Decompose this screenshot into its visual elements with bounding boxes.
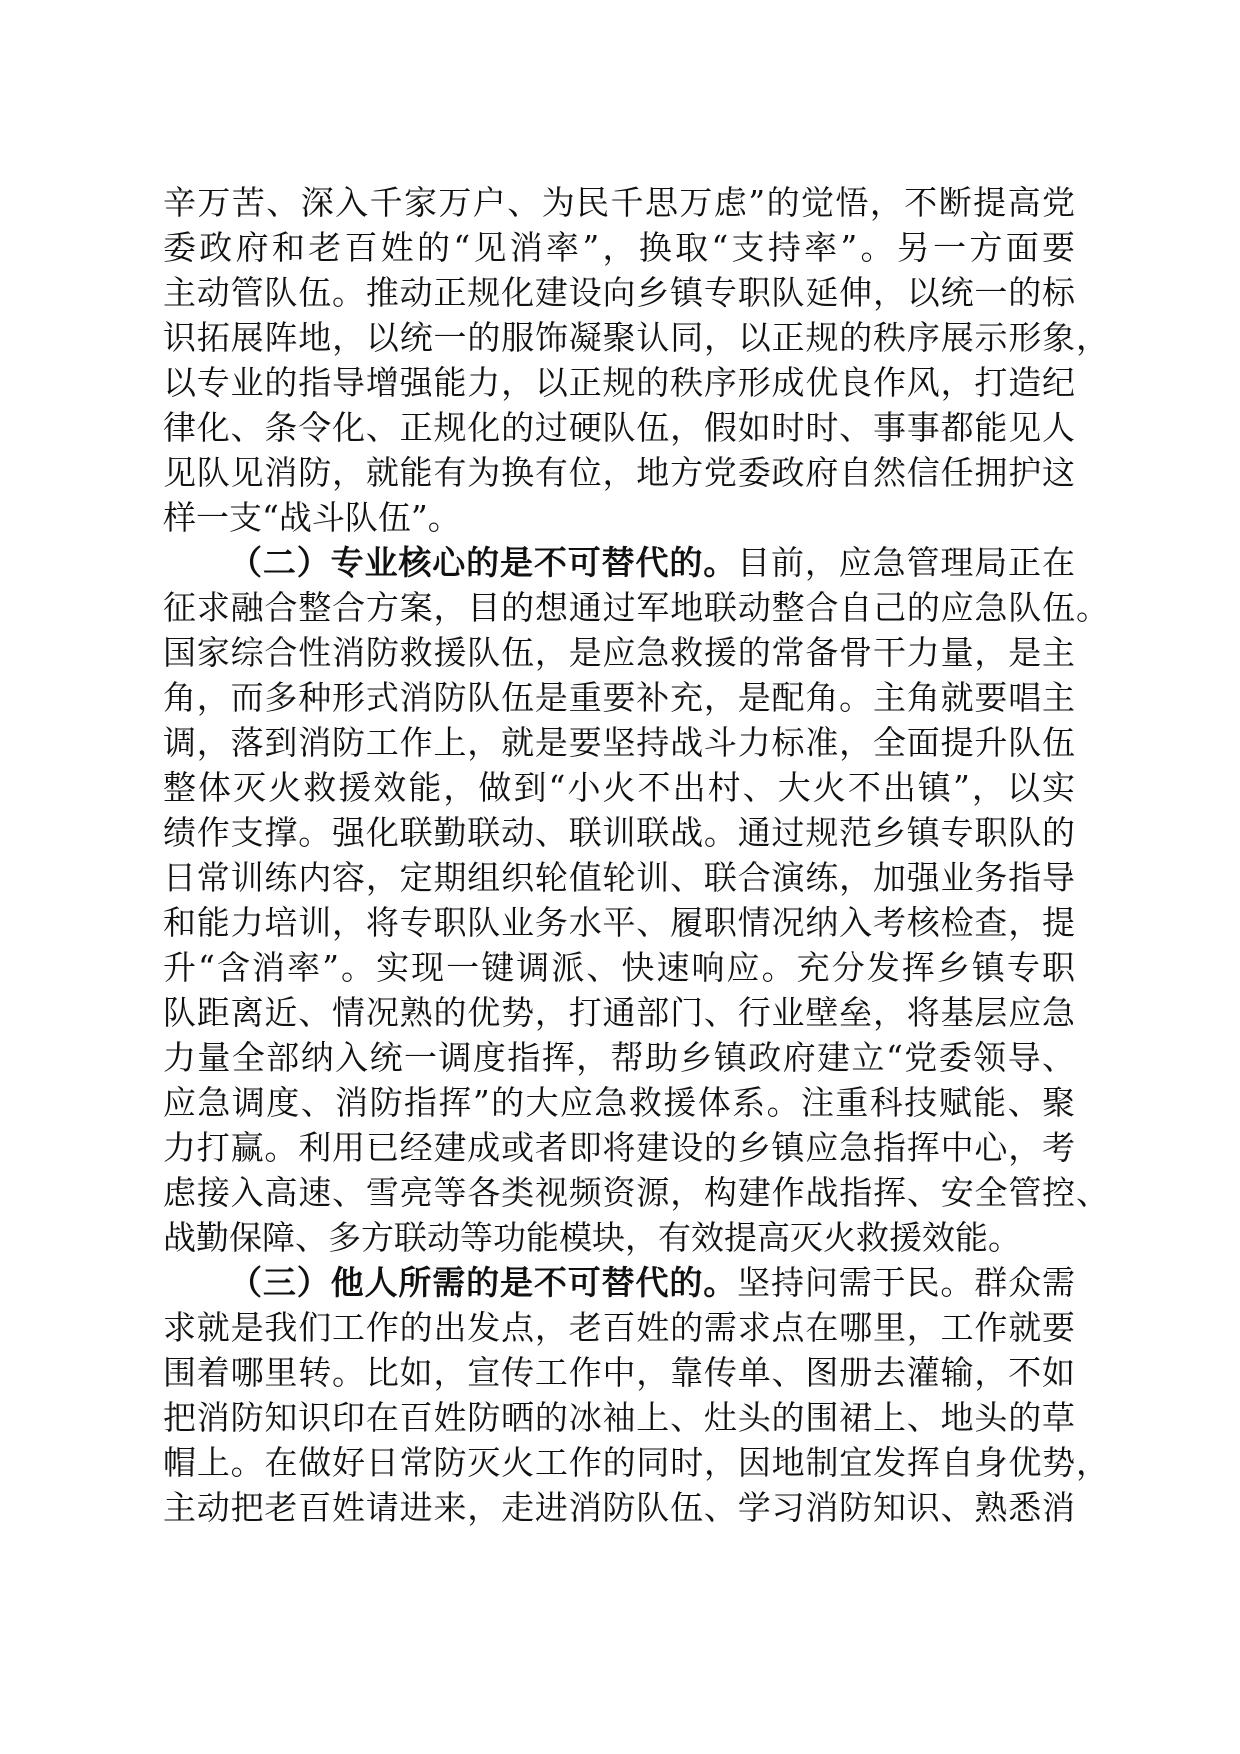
text-line: 国家综合性消防救援队伍，是应急救援的常备骨干力量，是主 <box>163 633 1075 672</box>
text-line: 力量全部纳入统一调度指挥，帮助乡镇政府建立“党委领导、 <box>163 1038 1075 1077</box>
text-line: 和能力培训，将专职队业务水平、履职情况纳入考核检查，提 <box>163 903 1075 942</box>
line-text: 坚持问需于民。群众需 <box>737 1263 1075 1302</box>
text-line: 日常训练内容，定期组织轮值轮训、联合演练，加强业务指导 <box>163 858 1075 897</box>
text-line: 辛万苦、深入千家万户、为民千思万虑”的觉悟，不断提高党 <box>163 183 1075 222</box>
text-line: 应急调度、消防指挥”的大应急救援体系。注重科技赋能、聚 <box>163 1083 1075 1122</box>
text-line: 绩作支撑。强化联勤联动、联训联战。通过规范乡镇专职队的 <box>163 813 1075 852</box>
text-line: 帽上。在做好日常防灭火工作的同时，因地制宜发挥自身优势， <box>163 1443 1109 1482</box>
text-line: 律化、条令化、正规化的过硬队伍，假如时时、事事都能见人 <box>163 408 1075 447</box>
paragraph <box>163 180 1109 540</box>
text-line: 把消防知识印在百姓防晒的冰袖上、灶头的围裙上、地头的草 <box>163 1398 1075 1437</box>
text-line: 战勤保障、多方联动等功能模块，有效提高灭火救援效能。 <box>163 1218 1021 1257</box>
text-line: 力打赢。利用已经建成或者即将建设的乡镇应急指挥中心，考 <box>163 1128 1075 1167</box>
text-line: 委政府和老百姓的“见消率”，换取“支持率”。另一方面要 <box>163 228 1075 267</box>
text-line: 样一支“战斗队伍”。 <box>163 498 461 537</box>
text-line: 整体灭火救援效能，做到“小火不出村、大火不出镇”，以实 <box>163 768 1075 807</box>
line-text: 目前，应急管理局正在 <box>737 543 1075 582</box>
text-line: 围着哪里转。比如，宣传工作中，靠传单、图册去灌输，不如 <box>163 1353 1075 1392</box>
text-line: 见队见消防，就能有为换有位，地方党委政府自然信任拥护这 <box>163 453 1075 492</box>
paragraph <box>163 1260 1109 1530</box>
section-heading: （二）专业核心的是不可替代的。 <box>229 543 738 582</box>
text-line <box>163 540 1075 585</box>
text-line: 求就是我们工作的出发点，老百姓的需求点在哪里，工作就要 <box>163 1308 1075 1347</box>
text-line: 以专业的指导增强能力，以正规的秩序形成优良作风，打造纪 <box>163 363 1075 402</box>
text-line: 主动把老百姓请进来，走进消防队伍、学习消防知识、熟悉消 <box>163 1488 1075 1527</box>
text-line <box>163 1260 1075 1305</box>
section-heading: （三）他人所需的是不可替代的。 <box>229 1263 738 1302</box>
text-line: 升“含消率”。实现一键调派、快速响应。充分发挥乡镇专职 <box>163 948 1075 987</box>
text-line: 主动管队伍。推动正规化建设向乡镇专职队延伸，以统一的标 <box>163 273 1075 312</box>
text-line: 识拓展阵地，以统一的服饰凝聚认同，以正规的秩序展示形象， <box>163 318 1109 357</box>
text-line: 角，而多种形式消防队伍是重要补充，是配角。主角就要唱主 <box>163 678 1075 717</box>
text-line: 队距离近、情况熟的优势，打通部门、行业壁垒，将基层应急 <box>163 993 1075 1032</box>
document-body <box>163 180 1109 1530</box>
text-line: 征求融合整合方案，目的想通过军地联动整合自己的应急队伍。 <box>163 588 1109 627</box>
text-line: 调，落到消防工作上，就是要坚持战斗力标准，全面提升队伍 <box>163 723 1075 762</box>
text-line: 虑接入高速、雪亮等各类视频资源，构建作战指挥、安全管控、 <box>163 1173 1109 1212</box>
paragraph <box>163 540 1109 1260</box>
